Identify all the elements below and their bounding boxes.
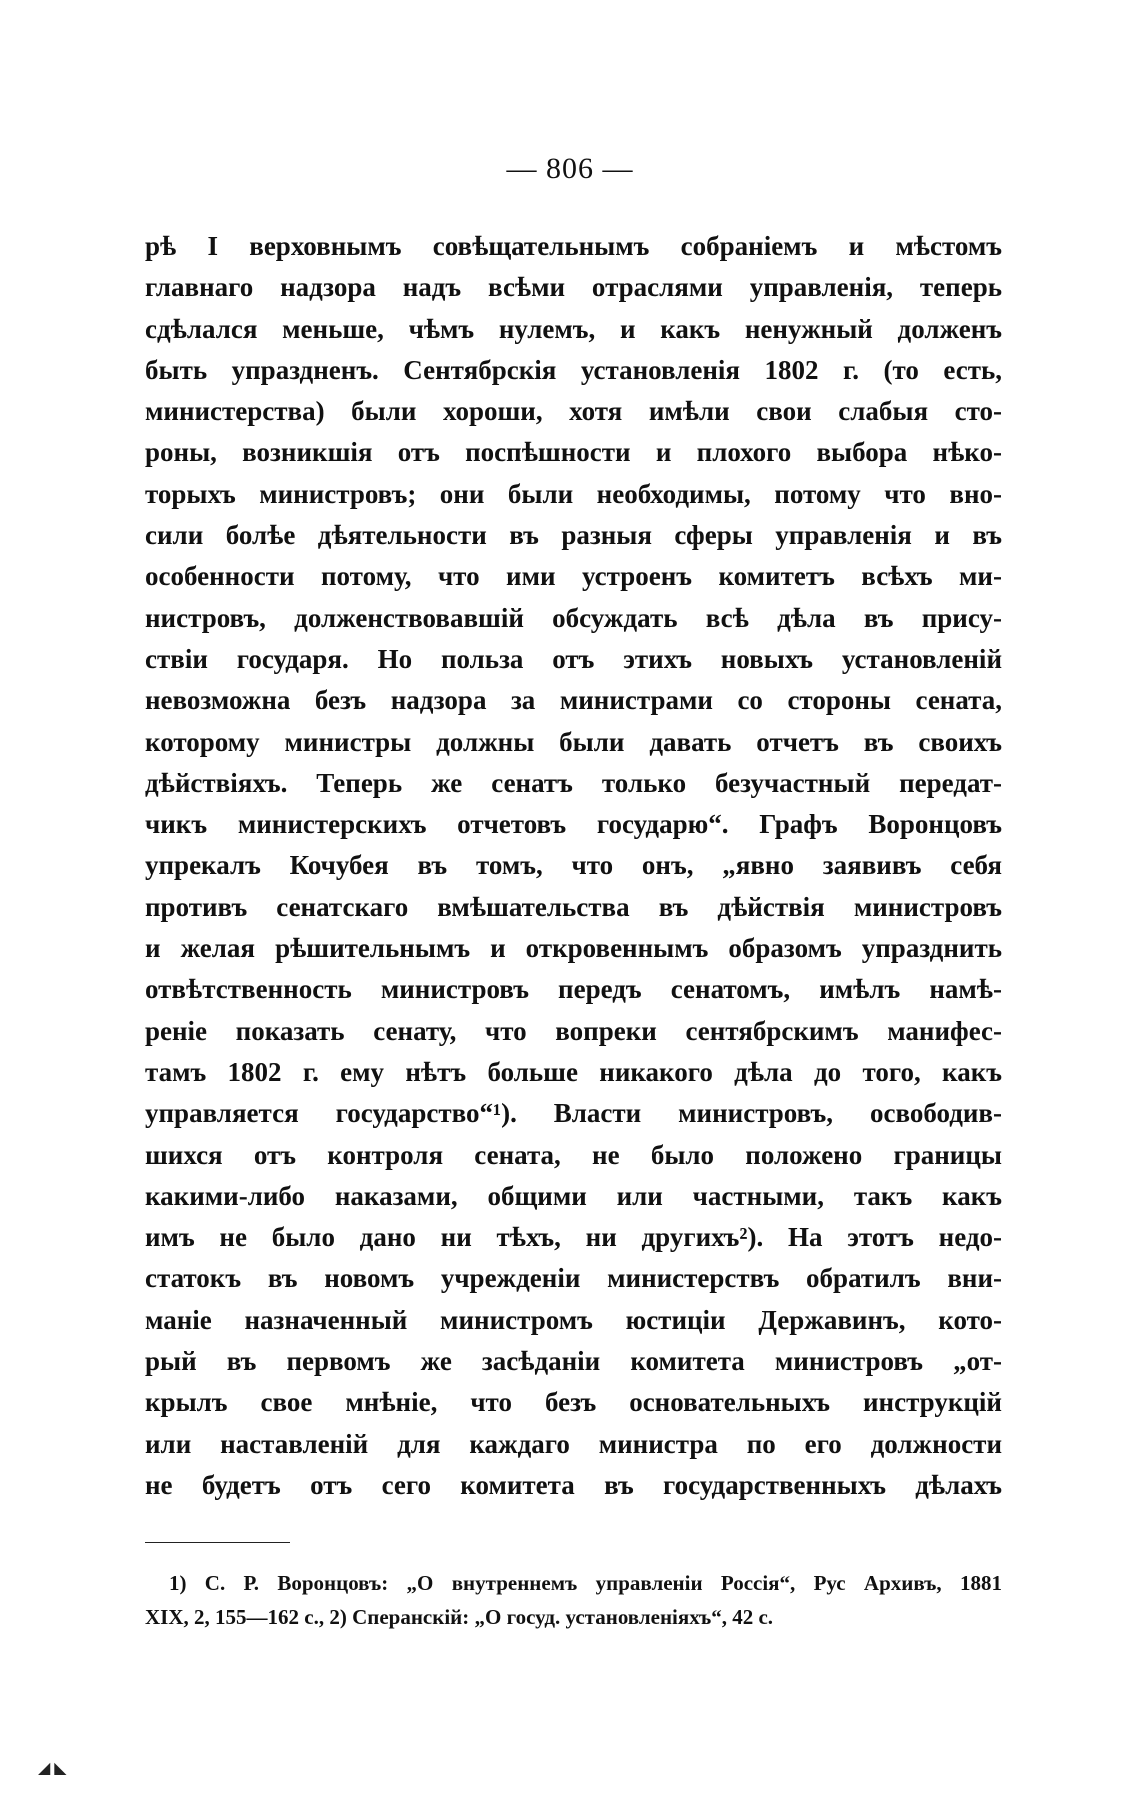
page-number: — 806 — [506, 152, 634, 185]
text-line: рѣ I верховнымъ совѣщательнымъ собраніемъ и мѣстомъ [145, 231, 1002, 261]
text-line: отвѣтственность министровъ передъ сенатомъ, имѣлъ намѣ- [145, 974, 1002, 1005]
footnote-line: 1) С. Р. Воронцовъ: „О внутреннемъ управленіи Россія“, Рус Архивъ, 1881 [169, 1571, 1002, 1595]
text-line: или наставленій для каждаго министра по его должности [145, 1428, 1002, 1459]
text-line: рый въ первомъ же засѣданіи комитета министровъ „от- [145, 1346, 1002, 1377]
corner-mark-icon: ◢ ◣ [38, 1760, 67, 1777]
text-line: которому министры должны были давать отчетъ въ своихъ [145, 726, 1002, 757]
text-line: управляется государство“¹). Власти министровъ, освободив- [145, 1098, 1002, 1129]
footnote-line: XIX, 2, 155—162 с., 2) Сперанскій: „О госуд. установленіяхъ“, 42 с. [145, 1605, 774, 1629]
text-line: статокъ въ новомъ учрежденіи министерствъ обратилъ вни- [145, 1263, 1002, 1294]
text-line: противъ сенатскаго вмѣшательства въ дѣйствія министровъ [145, 891, 1002, 922]
text-line: нистровъ, долженствовавшій обсуждать всѣ дѣла въ прису- [145, 602, 1002, 633]
text-line: ствіи государя. Но польза отъ этихъ новыхъ установленій [145, 643, 1002, 674]
text-line: особенности потому, что ими устроенъ комитетъ всѣхъ ми- [145, 561, 1002, 592]
text-line: невозможна безъ надзора за министрами со стороны сената, [145, 685, 1002, 716]
body-text [145, 226, 1002, 1506]
text-line: имъ не было дано ни тѣхъ, ни другихъ²). На этотъ недо- [145, 1222, 1002, 1253]
text-line: министерства) были хороши, хотя имѣли свои слабыя сто- [145, 396, 1002, 427]
text-line: дѣйствіяхъ. Теперь же сенатъ только безучастный передат- [145, 767, 1002, 798]
text-line: чикъ министерскихъ отчетовъ государю“. Графъ Воронцовъ [145, 809, 1002, 840]
text-line: сдѣлался меньше, чѣмъ нулемъ, и какъ ненужный долженъ [145, 313, 1002, 344]
text-line: роны, возникшія отъ поспѣшности и плохого выбора нѣко- [145, 437, 1002, 468]
text-line: не будетъ отъ сего комитета въ государственныхъ дѣлахъ [145, 1469, 1002, 1500]
footnote-divider [145, 1542, 290, 1543]
text-line: реніе показать сенату, что вопреки сентябрскимъ манифес- [145, 1015, 1002, 1046]
text-line: торыхъ министровъ; они были необходимы, потому что вно- [145, 478, 1002, 509]
text-line: и желая рѣшительнымъ и откровеннымъ образомъ упразднить [145, 933, 1002, 964]
text-line: маніе назначенный министромъ юстиціи Державинъ, кото- [145, 1304, 1002, 1335]
text-line: сили болѣе дѣятельности въ разныя сферы управленія и въ [145, 520, 1002, 551]
text-line: какими-либо наказами, общими или частными, такъ какъ [145, 1180, 1002, 1211]
text-line: упрекалъ Кочубея въ томъ, что онъ, „явно заявивъ себя [145, 850, 1002, 881]
text-line: тамъ 1802 г. ему нѣтъ больше никакого дѣла до того, какъ [145, 1056, 1002, 1087]
text-line: главнаго надзора надъ всѣми отраслями управленія, теперь [145, 272, 1002, 303]
text-line: быть упраздненъ. Сентябрскія установленія 1802 г. (то есть, [145, 354, 1002, 385]
footnotes [145, 1566, 1002, 1634]
text-line: шихся отъ контроля сената, не было положено границы [145, 1139, 1002, 1170]
text-line: крылъ свое мнѣніе, что безъ основательныхъ инструкцій [145, 1387, 1002, 1418]
